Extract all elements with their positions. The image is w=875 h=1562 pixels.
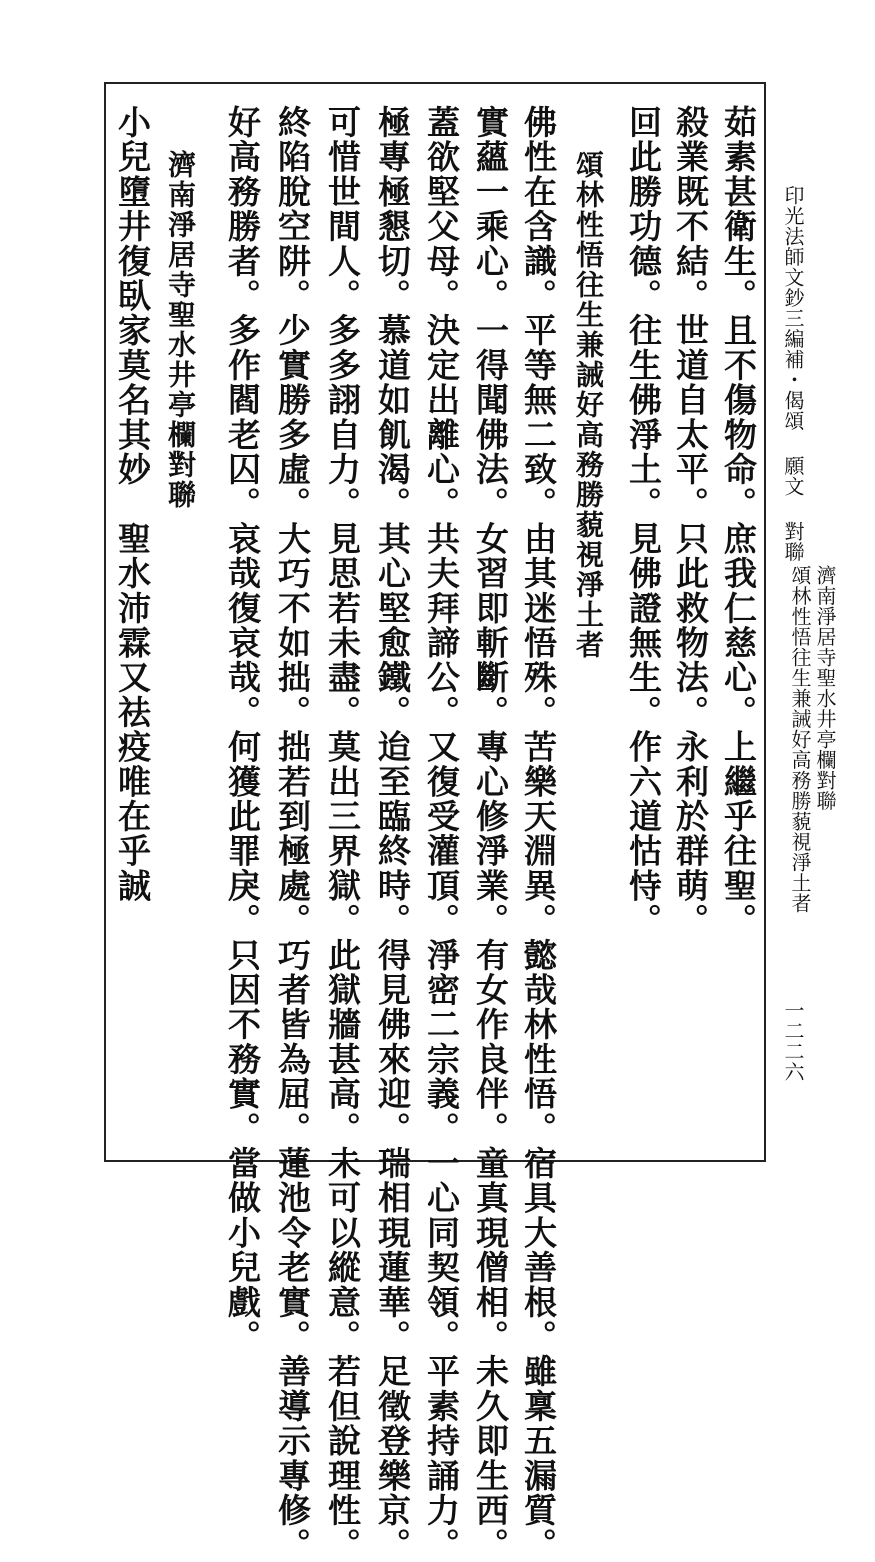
- poem-column-1: 佛性在含識。平等無二致。由其迷悟殊。苦樂天淵異。懿哉林性悟。宿具大善根。雖稟五漏質。: [519, 105, 558, 1562]
- verse-column-3: 回此勝功德。往生佛淨土。見佛證無生。作六道怙恃。: [624, 105, 663, 938]
- poem-column-2: 實蘊一乘心。一得聞佛法。女習即斬斷。專心修淨業。有女作良伴。童真現僧相。未久即生西。: [471, 105, 510, 1562]
- page-number: 一二二六: [781, 1000, 805, 1082]
- verse-column-2: 殺業既不結。世道自太平。只此救物法。永利於群萌。: [671, 105, 710, 938]
- section-title-2: 頌林性悟往生兼誡好高務勝藐視淨土者: [788, 565, 812, 914]
- section-title-1: 濟南淨居寺聖水井亭欄對聯: [813, 565, 837, 811]
- poem-column-6: 終陷脫空阱。少實勝多虛。大巧不如拙。拙若到極處。巧者皆為屈。蓮池令老實。善導示專修。: [273, 105, 312, 1562]
- book-title: 印光法師文鈔三編補・偈頌 願文 對聯: [781, 185, 805, 562]
- poem-column-5: 可惜世間人。多多詡自力。見思若未盡。莫出三界獄。此獄牆甚高。未可以縱意。若但說理性。: [323, 105, 362, 1562]
- poem-column-7: 好高務勝者。多作閻老囚。哀哉復哀哉。何獲此罪戾。只因不務實。當做小兒戲。: [223, 105, 262, 1355]
- couplet-text: 小兒墮井復臥家莫名其妙 聖水沛霖又祛疫唯在乎誠: [113, 105, 152, 904]
- poem-title: 頌林性悟往生兼誡好高務勝藐視淨土者: [572, 150, 605, 660]
- verse-column-1: 茹素甚衛生。且不傷物命。庶我仁慈心。上繼乎往聖。: [719, 105, 758, 938]
- poem-column-3: 蓋欲堅父母。決定出離心。共夫拜諦公。又復受灌頂。淨密二宗義。一心同契領。平素持誦力。: [422, 105, 461, 1562]
- couplet-title: 濟南淨居寺聖水井亭欄對聯: [164, 150, 197, 510]
- poem-column-4: 極專極懇切。慕道如飢渴。其心堅愈鐵。迨至臨終時。得見佛來迎。瑞相現蓮華。足徵登樂京。: [373, 105, 412, 1562]
